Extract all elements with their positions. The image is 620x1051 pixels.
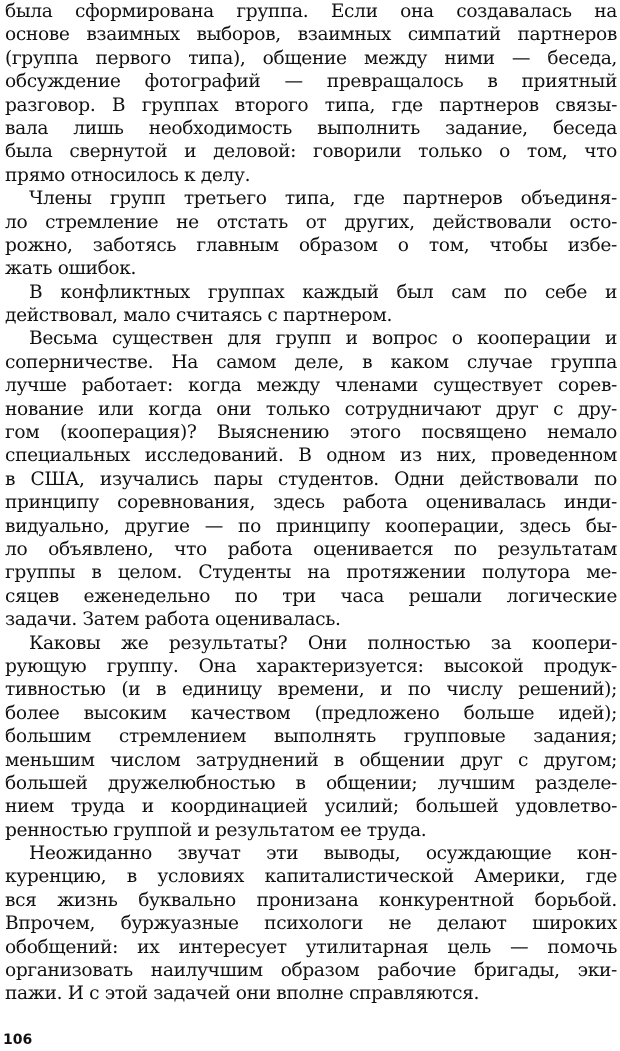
text-line: действовал, мало считаясь с партнером.: [5, 305, 393, 327]
text-line: группы в целом. Студенты на протяжении полутора ме-: [5, 562, 617, 584]
text-line: более высоким качеством (предложено больше идей);: [5, 702, 617, 724]
text-line: вала лишь необходимость выполнить задание, беседа: [5, 117, 617, 139]
paragraph: [5, 187, 617, 281]
text-line: тивностью (и в единицу времени, и по числу решений);: [5, 679, 617, 701]
text-line: задачи. Затем работа оценивалась.: [5, 609, 341, 631]
text-line: организовать наилучшим образом рабочие бригады, эки-: [5, 960, 617, 982]
paragraph: [5, 842, 617, 1006]
text-line: Каковы же результаты? Они полностью за коопери-: [29, 632, 617, 654]
text-line: пажи. И с этой задачей они вполне справляются.: [5, 983, 480, 1005]
text-line: большим стремлением выполнять групповые задания;: [5, 726, 617, 748]
page-body-text: [5, 0, 617, 1006]
text-line: видуально, другие — по принципу кооперации, здесь бы-: [5, 515, 617, 537]
text-line: (группа первого типа), общение между ними — беседа,: [5, 47, 617, 69]
text-line: Весьма существен для групп и вопрос о кооперации и: [29, 328, 617, 350]
text-line: меньшим числом затруднений в общении друг с другом;: [5, 749, 617, 771]
text-line: сяцев еженедельно по три часа решали логические: [5, 585, 617, 607]
text-line: специальных исследований. В одном из них, проведенном: [5, 445, 617, 467]
text-line: Впрочем, буржуазные психологи не делают широких: [5, 913, 617, 935]
paragraph: [5, 327, 617, 631]
text-line: обсуждение фотографий — превращалось в приятный: [5, 71, 617, 93]
text-line: прямо относилось к делу.: [5, 164, 251, 186]
text-line: ло стремление не отстать от других, действовали осто-: [5, 211, 617, 233]
text-line: основе взаимных выборов, взаимных симпатий партнеров: [5, 24, 617, 46]
text-line: гом (кооперация)? Выяснению этого посвящено немало: [5, 422, 617, 444]
text-line: большей дружелюбностью в общении; лучшим разделе-: [5, 772, 617, 794]
text-line: лучше работает: когда между членами существует сорев-: [5, 375, 617, 397]
text-line: Неожиданно звучат эти выводы, осуждающие кон-: [29, 843, 617, 865]
text-line: нием труда и координацией усилий; большей удовлетво-: [5, 796, 617, 818]
paragraph: [5, 0, 617, 187]
text-line: В конфликтных группах каждый был сам по себе и: [29, 281, 617, 303]
text-line: была сформирована группа. Если она создавалась на: [5, 1, 617, 22]
text-line: жать ошибок.: [5, 258, 137, 280]
text-line: в США, изучались пары студентов. Одни действовали по: [5, 468, 617, 490]
text-line: принципу соревнования, здесь работа оценивалась инди-: [5, 492, 617, 514]
paragraph: [5, 632, 617, 843]
paragraph: [5, 281, 617, 328]
text-line: куренцию, в условиях капиталистической Америки, где: [5, 866, 617, 888]
text-line: рующую группу. Она характеризуется: высокой продук-: [5, 655, 617, 677]
text-line: рожно, заботясь главным образом о том, чтобы избе-: [5, 234, 617, 256]
text-line: ло объявлено, что работа оценивается по результатам: [5, 538, 617, 560]
text-line: Члены групп третьего типа, где партнеров объединя-: [29, 188, 617, 210]
text-line: ренностью группой и результатом ее труда.: [5, 819, 427, 841]
text-line: была свернутой и деловой: говорили только о том, что: [5, 141, 617, 163]
text-line: разговор. В группах второго типа, где партнеров связы-: [5, 94, 617, 116]
text-line: обобщений: их интересует утилитарная цель — помочь: [5, 936, 617, 958]
text-line: вся жизнь буквально пронизана конкурентной борьбой.: [5, 889, 617, 911]
page-number: 106: [3, 1032, 33, 1048]
text-line: соперничестве. На самом деле, в каком случае группа: [5, 351, 617, 373]
text-line: нование или когда они только сотрудничают друг с дру-: [5, 398, 617, 420]
